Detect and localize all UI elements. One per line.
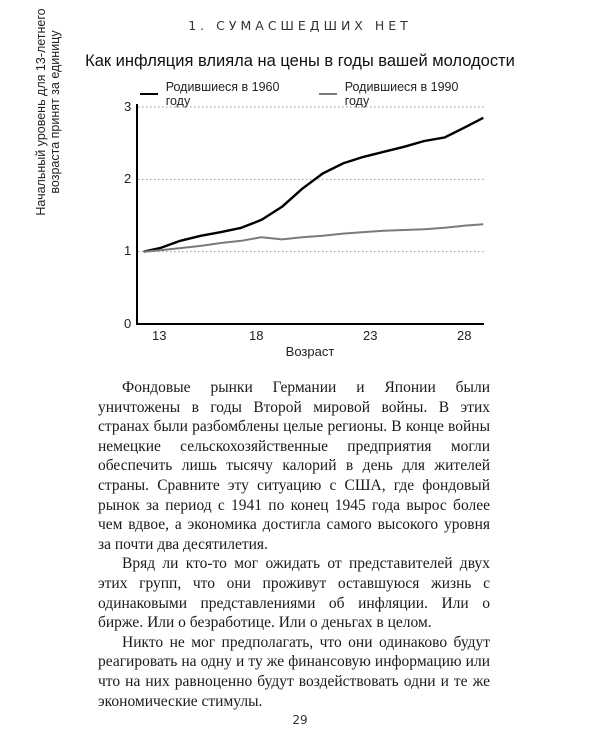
series-line-1960 (144, 118, 484, 252)
legend-label-1990: Родившиеся в 1990 году (344, 80, 459, 108)
y-axis-label: Начальный уровень для 13-летнего возраста принят за единицу (34, 8, 62, 216)
x-tick-18: 18 (249, 328, 264, 343)
paragraph-2: Вряд ли кто-то мог ожидать от представителей двух этих групп, что они проживут оставшуюся жизнь с одинаковыми представлениями об инфляции. Или о бирже. Или о безработице. Или о деньгах в целом. (98, 555, 490, 632)
x-axis-label: Возраст (285, 344, 335, 359)
x-tick-13: 13 (152, 328, 167, 343)
y-tick-3: 3 (124, 99, 132, 114)
paragraph-1: Фондовые рынки Германии и Японии были уничтожены в годы Второй мировой войны. В этих странах были разбомблены целые регионы. В конце войны немецкие сельскохозяйственные предприятия могли обеспечить лишь тысячу калорий в день для жителей страны. Сравните эту ситуацию с США, где фондовый рынок за период с 1941 по конец 1945 года вырос более чем вдвое, а экономика достигла самого высокого уровня за почти два десятилетия. (98, 379, 490, 553)
y-tick-2: 2 (124, 171, 132, 186)
paragraph-3: Никто не мог предполагать, что они одинаково будут реагировать на одну и ту же финансовую информацию или что на них равноценно будут воздействовать одни и те же экономические стимулы. (98, 633, 490, 710)
x-tick-28: 28 (457, 328, 472, 343)
legend-label-1960: Родившиеся в 1960 году (165, 80, 280, 108)
x-tick-23: 23 (363, 328, 378, 343)
page-number: 29 (292, 713, 308, 727)
chart-title: Как инфляция влияла на цены в годы вашей молодости (85, 52, 515, 70)
y-tick-0: 0 (124, 316, 132, 331)
chart-axes (136, 104, 484, 324)
running-head: 1. СУМАСШЕДШИХ НЕТ (188, 18, 412, 33)
chart-gridlines (138, 107, 484, 252)
y-tick-1: 1 (124, 243, 132, 258)
body-text (98, 378, 490, 711)
